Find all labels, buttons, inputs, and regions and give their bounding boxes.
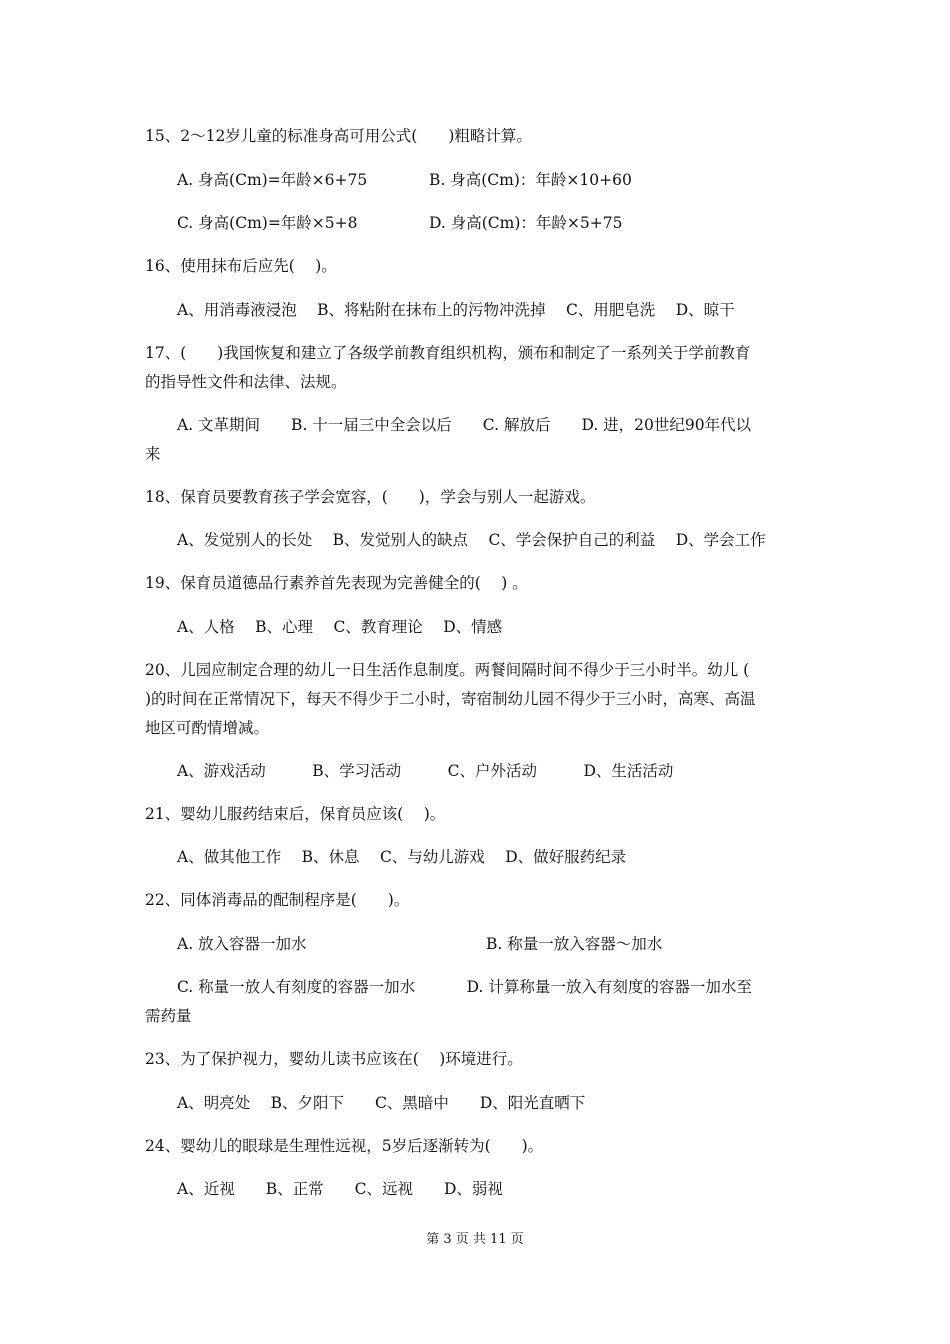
- question-15-stem: 15、2～12岁儿童的标准身高可用公式( )粗略计算。: [145, 127, 532, 145]
- question-22-option-a: A. 放入容器一加水: [177, 935, 307, 953]
- question-20-options: A、游戏活动 B、学习活动 C、户外活动 D、生活活动: [177, 762, 674, 780]
- question-24-options: A、近视 B、正常 C、远视 D、弱视: [177, 1180, 503, 1198]
- question-19-options: A、人格 B、心理 C、教育理论 D、情感: [177, 618, 503, 636]
- question-22-stem: 22、同体消毒品的配制程序是( )。: [145, 891, 410, 909]
- question-19-stem: 19、保育员道德品行素养首先表现为完善健全的( ) 。: [145, 574, 528, 592]
- question-20-stem-line-1: 20、儿园应制定合理的幼儿一日生活作息制度。两餐间隔时间不得少于三小时半。幼儿 (: [145, 661, 750, 679]
- question-22-options-cd-continued: 需药量: [145, 1007, 192, 1025]
- question-17-stem-line-1: 17、( )我国恢复和建立了各级学前教育组织机构，颁布和制定了一系列关于学前教育: [145, 344, 751, 362]
- question-17-options-line-1: A. 文革期间 B. 十一届三中全会以后 C. 解放后 D. 进，20世纪90年代以: [177, 416, 752, 434]
- question-22-option-b: B. 称量一放入容器～加水: [486, 935, 663, 953]
- question-16-stem: 16、使用抹布后应先( )。: [145, 257, 337, 275]
- question-18-options: A、发觉别人的长处 B、发觉别人的缺点 C、学会保护自己的利益 D、学会工作: [177, 531, 766, 549]
- question-15-option-b: B. 身高(Cm)：年龄×10+60: [429, 171, 632, 189]
- question-23-stem: 23、为了保护视力，婴幼儿读书应该在( )环境进行。: [145, 1050, 523, 1068]
- question-18-stem: 18、保育员要教育孩子学会宽容，( )，学会与别人一起游戏。: [145, 488, 596, 506]
- question-15-option-a: A. 身高(Cm)=年龄×6+75: [177, 171, 368, 189]
- question-23-options: A、明亮处 B、夕阳下 C、黑暗中 D、阳光直晒下: [177, 1094, 586, 1112]
- question-22-options-cd: C. 称量一放人有刻度的容器一加水 D. 计算称量一放入有刻度的容器一加水至: [177, 978, 752, 996]
- question-16-options: A、用消毒液浸泡 B、将粘附在抹布上的污物冲洗掉 C、用肥皂洗 D、晾干: [177, 301, 735, 319]
- question-17-stem-line-2: 的指导性文件和法律、法规。: [145, 373, 347, 391]
- question-20-stem-line-2: )的时间在正常情况下，每天不得少于二小时，寄宿制幼儿园不得少于三小时，高寒、高温: [145, 690, 756, 708]
- question-20-stem-line-3: 地区可酌情增减。: [145, 719, 270, 737]
- question-21-stem: 21、婴幼儿服药结束后，保育员应该( )。: [145, 805, 446, 823]
- question-24-stem: 24、婴幼儿的眼球是生理性远视，5岁后逐渐转为( )。: [145, 1137, 544, 1155]
- question-15-option-c: C. 身高(Cm)=年龄×5+8: [177, 214, 358, 232]
- page-number-footer: 第 3 页 共 11 页: [426, 1232, 524, 1247]
- question-21-options: A、做其他工作 B、休息 C、与幼儿游戏 D、做好服药纪录: [177, 848, 627, 866]
- question-15-option-d: D. 身高(Cm)：年龄×5+75: [429, 214, 623, 232]
- question-17-options-line-2: 来: [145, 445, 161, 463]
